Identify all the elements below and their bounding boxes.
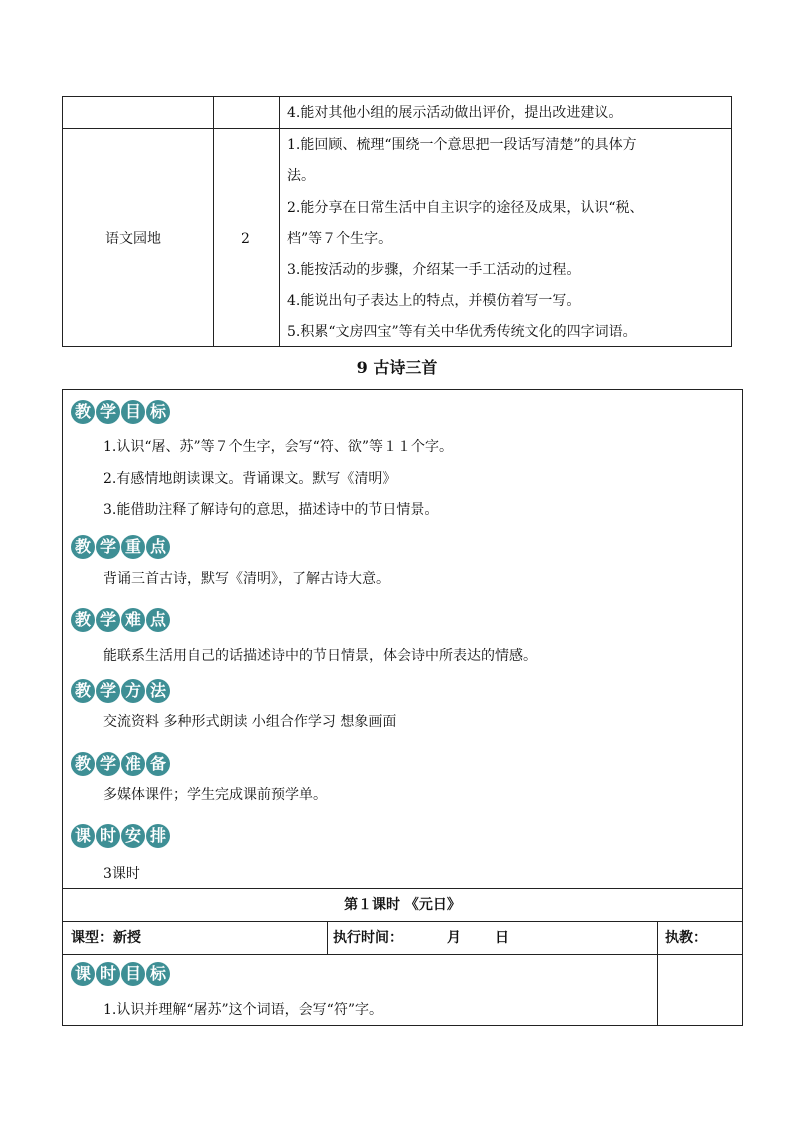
section-title: 9 古诗三首 <box>356 358 438 377</box>
objective-line: 法。 <box>287 168 315 184</box>
goal-line: 2.有感情地朗读课文。背诵课文。默写《清明》 <box>103 471 397 487</box>
section-badge-goals: 教 学 目 标 <box>71 400 170 424</box>
execution-time-label: 执行时间： <box>333 930 403 946</box>
objective-line: 4.能说出句子表达上的特点，并模仿着写一写。 <box>287 293 581 309</box>
row-divider <box>63 921 742 922</box>
lesson-title: 第１课时 《元日》 <box>344 897 461 913</box>
prep-line: 多媒体课件；学生完成课前预学单。 <box>103 787 327 803</box>
section-badge-difficulty: 教 学 难 点 <box>71 608 170 632</box>
section-badge-lesson-goals: 课 时 目 标 <box>71 962 170 986</box>
key-point-line: 背诵三首古诗，默写《清明》，了解古诗大意。 <box>103 571 390 587</box>
column-divider <box>279 97 280 346</box>
lesson-type: 课型：新授 <box>71 930 141 946</box>
method-line: 交流资料 多种形式朗读 小组合作学习 想象画面 <box>103 714 397 730</box>
objective-line: 5.积累“文房四宝”等有关中华优秀传统文化的四字词语。 <box>287 324 637 340</box>
lesson-plan-table <box>62 389 743 1026</box>
curriculum-table <box>62 96 732 347</box>
lesson-goal-line: 1.认识并理解“屠苏”这个词语，会写“符”字。 <box>103 1002 383 1018</box>
row1-objective: 4.能对其他小组的展示活动做出评价，提出改进建议。 <box>287 105 623 121</box>
difficulty-line: 能联系生活用自己的话描述诗中的节日情景，体会诗中所表达的情感。 <box>103 648 537 664</box>
schedule-line: 3课时 <box>103 866 140 882</box>
objective-line: 档”等７个生字。 <box>287 231 393 247</box>
unit-name-cell: 语文园地 <box>105 231 161 247</box>
column-divider <box>327 921 328 954</box>
objective-line: 2.能分享在日常生活中自主识字的途径及成果，认识“税、 <box>287 200 644 216</box>
row-divider <box>63 888 742 889</box>
lesson-count-cell: 2 <box>241 231 250 247</box>
row-divider <box>63 954 742 955</box>
section-badge-key: 教 学 重 点 <box>71 535 170 559</box>
teacher-label: 执教： <box>665 930 707 946</box>
objective-line: 3.能按活动的步骤，介绍某一手工活动的过程。 <box>287 262 581 278</box>
month-label: 月 <box>447 930 461 946</box>
column-divider <box>657 921 658 1025</box>
goal-line: 3.能借助注释了解诗句的意思，描述诗中的节日情景。 <box>103 502 439 518</box>
objective-line: 1.能回顾、梳理“围绕一个意思把一段话写清楚”的具体方 <box>287 137 637 153</box>
section-badge-prep: 教 学 准 备 <box>71 752 170 776</box>
section-badge-schedule: 课 时 安 排 <box>71 824 170 848</box>
column-divider <box>213 97 214 346</box>
section-badge-method: 教 学 方 法 <box>71 679 170 703</box>
row-divider <box>63 128 731 129</box>
day-label: 日 <box>495 930 509 946</box>
goal-line: 1.认识“屠、苏”等７个生字，会写“符、欲”等１１个字。 <box>103 439 453 455</box>
